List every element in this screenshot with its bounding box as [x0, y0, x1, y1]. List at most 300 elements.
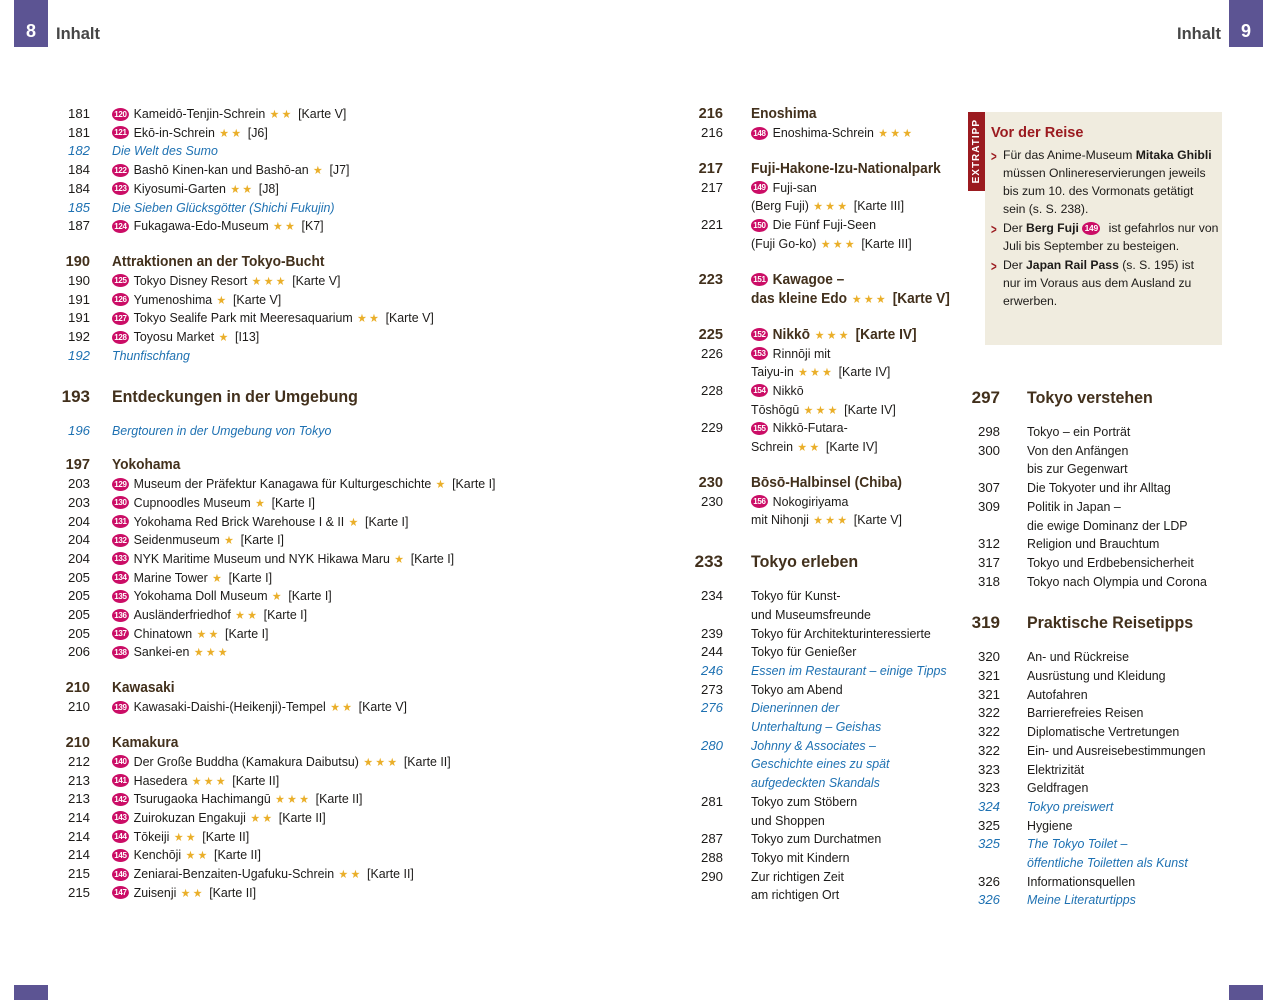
entry-page-number: 205	[67, 625, 90, 641]
poi-number-badge: 142	[112, 793, 129, 806]
feature-entry	[960, 798, 1236, 817]
star-rating: ★★★	[878, 126, 915, 140]
toc-entry	[688, 124, 956, 143]
entry-text: Tokyo preiswert	[1027, 798, 1114, 814]
entry-text: Von den Anfängen bis zur Gegenwart	[1027, 442, 1129, 477]
poi-number-badge: 152	[751, 328, 768, 341]
entry-page-number: 290	[700, 868, 723, 884]
extratipp-tab	[968, 112, 985, 191]
entry-page-number: 204	[67, 550, 90, 566]
poi-number-badge: 129	[112, 478, 129, 491]
entry-text: Meine Literaturtipps	[1027, 892, 1136, 908]
entry-text: 124 Fukagawa-Edo-Museum ★★ [K7]	[112, 217, 605, 236]
poi-number-badge: 143	[112, 811, 129, 824]
entry-page-number: 192	[67, 347, 90, 363]
entry-page-number: 197	[65, 457, 90, 474]
entry-page-number: 321	[977, 686, 1000, 702]
star-rating: ★★★	[193, 645, 230, 660]
entry-text: Ausrüstung und Kleidung	[1027, 668, 1166, 684]
entry-text: 139 Kawasaki-Daishi-(Heikenji)-Tempel ★★ [Karte V]	[112, 698, 605, 717]
entry-text: An- und Rückreise	[1027, 649, 1129, 665]
section-heading	[688, 474, 956, 493]
poi-number-badge: 121	[112, 126, 129, 139]
toc-block	[56, 734, 636, 903]
bullet-text-bold: Mitaka Ghibli	[1135, 148, 1212, 162]
entry-text: 154 Nikkō Tōshōgū ★★★ [Karte IV]	[751, 382, 896, 417]
toc-entry	[688, 625, 956, 644]
entry-text: Enoshima	[751, 106, 817, 122]
extratipp-bullet	[991, 256, 1214, 310]
section-heading	[56, 734, 636, 753]
entry-text: 144 Tōkeiji ★★ [Karte II]	[112, 828, 605, 847]
running-head-left: Inhalt	[56, 25, 100, 43]
poi-number-badge: 147	[112, 886, 129, 899]
bullet-text-segment: ist gefahrlos nur von Juli bis September zu besteigen.	[1003, 221, 1219, 253]
entry-text: Barrierefreies Reisen	[1027, 705, 1144, 721]
entry-page-number: 228	[700, 382, 723, 398]
entry-page-number: 203	[67, 494, 90, 510]
entry-text: Die Tokyoter und ihr Alltag	[1027, 480, 1171, 496]
entry-page-number: 326	[977, 892, 1000, 908]
entry-text: Entdeckungen in der Umgebung	[112, 387, 358, 407]
page-number-tab-right	[1229, 0, 1263, 47]
entry-page-number: 204	[67, 513, 90, 529]
entry-text: 138 Sankei-en ★★★	[112, 643, 605, 662]
section-heading	[56, 253, 636, 272]
entry-text: 145 Kenchōji ★★ [Karte II]	[112, 846, 605, 865]
entry-page-number: 287	[700, 831, 723, 847]
poi-number-badge: 139	[112, 701, 129, 714]
toc-entry	[56, 475, 636, 494]
entry-page-number: 322	[977, 742, 1000, 758]
poi-number-badge: 137	[112, 627, 129, 640]
poi-number-badge: 133	[112, 552, 129, 565]
entry-page-number: 216	[700, 125, 723, 140]
entry-text: The Tokyo Toilet – öffentliche Toiletten als Kunst	[1027, 836, 1188, 871]
entry-text: Tokyo für Genießer	[751, 644, 857, 660]
toc-entry	[960, 873, 1236, 892]
toc-entry	[960, 423, 1236, 442]
entry-page-number: 213	[67, 772, 90, 788]
entry-text: 133 NYK Maritime Museum und NYK Hikawa Maru ★ [Karte I]	[112, 550, 605, 569]
entry-text: Politik in Japan – die ewige Dominanz der LDP	[1027, 498, 1188, 533]
feature-entry	[960, 891, 1236, 910]
entry-page-number: 190	[65, 253, 90, 270]
entry-page-number: 325	[977, 836, 1000, 852]
toc-entry	[56, 105, 636, 124]
entry-text: Ein- und Ausreisebestimmungen	[1027, 742, 1206, 758]
entry-text: Praktische Reisetipps	[1027, 613, 1194, 633]
toc-entry	[56, 124, 636, 143]
entry-text: 153 Rinnōji mit Taiyu-in ★★★ [Karte IV]	[751, 345, 891, 380]
entry-page-number: 326	[977, 873, 1000, 889]
entry-text: Tokyo und Erdbebensicherheit	[1027, 554, 1194, 570]
toc-block	[56, 105, 636, 236]
entry-page-number: 230	[700, 493, 723, 509]
toc-block	[688, 551, 956, 572]
entry-page-number: 210	[67, 699, 90, 715]
poi-number-badge: 138	[112, 646, 129, 659]
toc-block	[960, 423, 1236, 591]
entry-text: Bergtouren in der Umgebung von Tokyo	[112, 423, 332, 439]
section-heading	[56, 456, 636, 475]
star-rating: ★★	[338, 867, 363, 882]
star-rating: ★	[271, 589, 284, 604]
entry-text: 123 Kiyosumi-Garten ★★ [J8]	[112, 180, 605, 199]
star-rating: ★★★	[251, 273, 288, 288]
toc-block	[688, 326, 956, 457]
toc-entry	[688, 345, 956, 382]
bullet-text-segment: Der	[1003, 258, 1027, 272]
star-rating: ★★★	[813, 199, 850, 214]
toc-block	[56, 456, 636, 662]
entry-page-number: 221	[700, 217, 723, 233]
entry-page-number: 322	[977, 724, 1000, 740]
entry-page-number: 297	[971, 388, 1000, 407]
toc-entry	[688, 849, 956, 868]
feature-entry	[960, 835, 1236, 872]
poi-number-badge: 132	[112, 534, 129, 547]
poi-number-badge: 155	[751, 422, 768, 435]
toc-entry	[960, 667, 1236, 686]
toc-entry	[688, 587, 956, 624]
page-number-right: 9	[1240, 21, 1251, 41]
bullet-text-bold: Japan Rail Pass	[1026, 258, 1119, 272]
entry-page-number: 280	[700, 737, 723, 753]
entry-page-number: 181	[67, 106, 90, 121]
toc-entry	[56, 643, 636, 662]
toc-block	[960, 612, 1236, 633]
bullet-text	[1003, 256, 1214, 310]
entry-text: Yokohama	[112, 457, 181, 474]
entry-page-number: 323	[977, 761, 1000, 777]
toc-entry	[960, 498, 1236, 535]
entry-text: 126 Yumenoshima ★ [Karte V]	[112, 291, 605, 310]
poi-number-badge: 140	[112, 755, 129, 768]
entry-text: 131 Yokohama Red Brick Warehouse I & II ★ [Karte I]	[112, 513, 605, 532]
poi-number-badge: 144	[112, 830, 129, 843]
toc-entry	[56, 309, 636, 328]
toc-block	[960, 387, 1236, 408]
toc-entry	[688, 216, 956, 253]
entry-text: Fuji-Hakone-Izu-Nationalpark	[751, 160, 941, 177]
entry-page-number: 244	[700, 644, 723, 660]
poi-number-badge: 135	[112, 590, 129, 603]
toc-entry	[56, 291, 636, 310]
entry-page-number: 205	[67, 607, 90, 623]
entry-text: Kawasaki	[112, 680, 175, 697]
entry-page-number: 300	[977, 442, 1000, 458]
entry-page-number: 273	[700, 681, 723, 697]
bullet-text	[1003, 219, 1218, 255]
entry-text: 122 Bashō Kinen-kan und Bashō-an ★ [J7]	[112, 161, 605, 180]
entry-page-number: 318	[977, 573, 1000, 589]
entry-text: Zur richtigen Zeit am richtigen Ort	[751, 868, 845, 903]
feature-entry	[688, 737, 956, 793]
toc-entry	[688, 830, 956, 849]
entry-text: Geldfragen	[1027, 780, 1089, 796]
entry-text: Die Sieben Glücksgötter (Shichi Fukujin)	[112, 199, 335, 215]
toc-entry	[56, 550, 636, 569]
entry-text: 128 Toyosu Market ★ [I13]	[112, 328, 605, 347]
poi-number-badge: 141	[112, 774, 129, 787]
toc-entry	[56, 513, 636, 532]
toc-block	[688, 160, 956, 254]
entry-text: 132 Seidenmuseum ★ [Karte I]	[112, 531, 605, 550]
entry-page-number: 225	[698, 326, 723, 343]
toc-entry	[56, 625, 636, 644]
star-rating: ★	[216, 292, 229, 307]
entry-text: 137 Chinatown ★★ [Karte I]	[112, 625, 605, 644]
toc-entry	[960, 704, 1236, 723]
star-rating: ★★★	[814, 327, 851, 342]
entry-page-number: 246	[700, 662, 723, 678]
entry-page-number: 323	[977, 780, 1000, 796]
entry-page-number: 216	[698, 106, 723, 122]
entry-text: 134 Marine Tower ★ [Karte I]	[112, 569, 605, 588]
extratipp-tab-label: EXTRATIPP	[971, 119, 982, 184]
star-rating: ★	[255, 495, 268, 510]
star-rating: ★	[348, 514, 361, 529]
poi-number-badge: 131	[112, 515, 129, 528]
chapter-heading	[960, 612, 1236, 633]
poi-number-badge: 124	[112, 220, 129, 233]
entry-page-number: 210	[65, 734, 90, 751]
bullet-chevron-icon: >	[991, 148, 997, 165]
entry-page-number: 226	[700, 345, 723, 361]
section-heading	[688, 160, 956, 179]
entry-text: 125 Tokyo Disney Resort ★★★ [Karte V]	[112, 272, 605, 291]
entry-page-number: 191	[67, 310, 90, 326]
entry-page-number: 321	[977, 668, 1000, 684]
star-rating: ★★	[357, 311, 382, 326]
toc-entry	[56, 161, 636, 180]
entry-page-number: 184	[67, 180, 90, 196]
feature-entry	[56, 347, 636, 366]
entry-page-number: 191	[67, 291, 90, 307]
entry-text: 129 Museum der Präfektur Kanagawa für Kulturgeschichte ★ [Karte I]	[112, 475, 605, 494]
entry-page-number: 210	[65, 680, 90, 697]
entry-text: Thunfischfang	[112, 347, 190, 363]
poi-number-badge: 149	[751, 181, 768, 194]
feature-entry	[56, 199, 636, 218]
toc-entry	[56, 772, 636, 791]
feature-entry	[56, 422, 636, 441]
entry-page-number: 325	[977, 817, 1000, 833]
star-rating: ★★	[273, 219, 298, 234]
toc-entry	[56, 328, 636, 347]
star-rating: ★★	[269, 107, 294, 121]
entry-text: Tokyo mit Kindern	[751, 849, 850, 865]
entry-text: 127 Tokyo Sealife Park mit Meeresaquarium ★★ [Karte V]	[112, 309, 605, 328]
toc-block	[56, 253, 636, 366]
poi-number-badge: 148	[751, 127, 768, 140]
entry-page-number: 215	[67, 866, 90, 882]
entry-text: 130 Cupnoodles Museum ★ [Karte I]	[112, 494, 605, 513]
star-rating: ★★	[219, 125, 244, 140]
chapter-heading	[56, 386, 636, 407]
entry-page-number: 215	[67, 884, 90, 900]
poi-number-badge: 123	[112, 182, 129, 195]
star-rating: ★★	[173, 829, 198, 844]
extratipp-title: Vor der Reise	[991, 125, 1084, 141]
toc-entry	[56, 272, 636, 291]
entry-page-number: 276	[700, 700, 723, 716]
star-rating: ★	[224, 533, 237, 548]
toc-block	[56, 679, 636, 717]
star-rating: ★★★	[813, 513, 850, 528]
star-rating: ★★★	[798, 365, 835, 380]
entry-page-number: 233	[694, 552, 723, 572]
toc-column-middle	[688, 105, 956, 905]
entry-text: 142 Tsurugaoka Hachimangū ★★★ [Karte II]	[112, 790, 605, 809]
toc-entry	[960, 479, 1236, 498]
toc-entry	[56, 606, 636, 625]
entry-text: 146 Zeniarai-Benzaiten-Ugafuku-Schrein ★★ [Karte II]	[112, 865, 605, 884]
feature-entry	[688, 699, 956, 736]
entry-page-number: 206	[67, 644, 90, 660]
entry-text: 135 Yokohama Doll Museum ★ [Karte I]	[112, 587, 605, 606]
star-rating: ★★	[180, 885, 205, 900]
star-rating: ★★★	[275, 792, 312, 807]
poi-number-badge: 136	[112, 609, 129, 622]
entry-page-number: 324	[977, 798, 1000, 814]
entry-text: Elektrizität	[1027, 761, 1085, 777]
toc-entry	[960, 723, 1236, 742]
entry-page-number: 204	[67, 532, 90, 548]
toc-entry	[960, 535, 1236, 554]
entry-page-number: 196	[67, 423, 90, 439]
poi-number-badge: 146	[112, 868, 129, 881]
toc-entry	[688, 419, 956, 456]
entry-page-number: 223	[698, 271, 723, 288]
entry-page-number: 217	[698, 160, 723, 177]
entry-page-number: 230	[698, 474, 723, 491]
star-rating: ★	[435, 477, 448, 492]
bullet-text	[1003, 146, 1214, 218]
chapter-heading	[688, 551, 956, 572]
entry-page-number: 239	[700, 625, 723, 641]
entry-page-number: 213	[67, 791, 90, 807]
entry-page-number: 214	[67, 828, 90, 844]
extratipp-bullet	[991, 219, 1219, 255]
entry-page-number: 184	[67, 162, 90, 178]
toc-entry	[688, 643, 956, 662]
entry-text: Tokyo – ein Porträt	[1027, 424, 1131, 439]
poi-number-badge: 149	[1082, 222, 1100, 235]
page-number-tab-left	[14, 0, 48, 47]
bullet-chevron-icon: >	[991, 221, 997, 238]
entry-page-number: 214	[67, 809, 90, 825]
bullet-text-segment: Der	[1003, 221, 1027, 235]
star-rating: ★★	[185, 848, 210, 863]
toc-block	[56, 422, 636, 441]
chapter-heading	[960, 387, 1236, 408]
feature-entry	[688, 662, 956, 681]
bullet-text-segment: müssen Onlinereservierungen jeweils bis zum 10. des Vormonats getätigt sein (s. S. 238).	[1003, 166, 1206, 216]
poi-number-badge: 125	[112, 274, 129, 287]
entry-text: Attraktionen an der Tokyo-Bucht	[112, 253, 325, 270]
entry-page-number: 229	[700, 420, 723, 436]
entry-text: 136 Ausländerfriedhof ★★ [Karte I]	[112, 606, 605, 625]
entry-page-number: 217	[700, 179, 723, 195]
page-edge-tab-bottom-left	[14, 985, 48, 1000]
toc-entry	[688, 868, 956, 905]
section-heading	[688, 105, 956, 124]
bullet-text-bold: Berg Fuji	[1026, 221, 1079, 235]
bullet-chevron-icon: >	[991, 258, 997, 275]
toc-entry	[960, 573, 1236, 592]
toc-column-left	[56, 105, 636, 903]
toc-block	[688, 474, 956, 530]
feature-entry	[56, 142, 636, 161]
entry-page-number: 185	[67, 199, 90, 215]
entry-page-number: 288	[700, 849, 723, 865]
entry-page-number: 192	[67, 329, 90, 345]
toc-entry	[56, 698, 636, 717]
toc-entry	[688, 493, 956, 530]
entry-page-number: 307	[977, 480, 1000, 496]
running-head-right: Inhalt	[1177, 25, 1221, 43]
page-number-left: 8	[25, 21, 36, 41]
entry-text: Tokyo erleben	[751, 552, 859, 572]
toc-block	[688, 271, 956, 309]
entry-text: Tokyo verstehen	[1027, 388, 1153, 407]
entry-page-number: 298	[977, 424, 1000, 439]
entry-text: 121 Ekō-in-Schrein ★★ [J6]	[112, 124, 605, 143]
entry-text: 150 Die Fünf Fuji-Seen (Fuji Go-ko) ★★★ [Karte III]	[751, 217, 912, 251]
entry-page-number: 205	[67, 569, 90, 585]
poi-number-badge: 145	[112, 849, 129, 862]
toc-entry	[688, 681, 956, 700]
poi-number-badge: 122	[112, 164, 129, 177]
entry-text: Dienerinnen der Unterhaltung – Geishas	[751, 700, 882, 735]
entry-page-number: 317	[977, 554, 1000, 570]
entry-text: Autofahren	[1027, 686, 1088, 702]
entry-text: 156 Nokogiriyama mit Nihonji ★★★ [Karte V]	[751, 493, 903, 528]
poi-number-badge: 120	[112, 108, 129, 121]
toc-entry	[56, 494, 636, 513]
section-heading	[688, 326, 956, 345]
entry-text: 147 Zuisenji ★★ [Karte II]	[112, 884, 605, 903]
entry-text: 148 Enoshima-Schrein ★★★	[751, 124, 944, 143]
toc-entry	[960, 554, 1236, 573]
star-rating: ★★	[230, 181, 255, 196]
bullet-text-segment: (s. S. 195) ist nur im Voraus aus dem Ausland zu erwerben.	[1003, 258, 1195, 308]
poi-number-badge: 153	[751, 347, 768, 360]
entry-text: Religion und Brauchtum	[1027, 536, 1160, 552]
entry-text: Kamakura	[112, 734, 179, 751]
entry-text: 155 Nikkō-Futara- Schrein ★★ [Karte IV]	[751, 420, 878, 455]
extratipp-body	[985, 112, 1222, 310]
entry-text: Johnny & Associates – Geschichte eines zu spät aufgedeckten Skandals	[751, 737, 890, 791]
star-rating: ★★★	[820, 236, 857, 251]
entry-page-number: 312	[977, 536, 1000, 552]
entry-text: Bōsō-Halbinsel (Chiba)	[751, 474, 902, 491]
section-heading	[688, 271, 956, 309]
toc-entry	[56, 217, 636, 236]
toc-block	[688, 105, 956, 143]
toc-entry	[56, 587, 636, 606]
toc-block	[56, 386, 636, 407]
entry-page-number: 322	[977, 705, 1000, 721]
toc-entry	[56, 828, 636, 847]
star-rating: ★	[212, 570, 225, 585]
entry-text: Die Welt des Sumo	[112, 143, 218, 159]
toc-entry	[960, 761, 1236, 780]
entry-page-number: 320	[977, 649, 1000, 665]
toc-block	[960, 648, 1236, 910]
